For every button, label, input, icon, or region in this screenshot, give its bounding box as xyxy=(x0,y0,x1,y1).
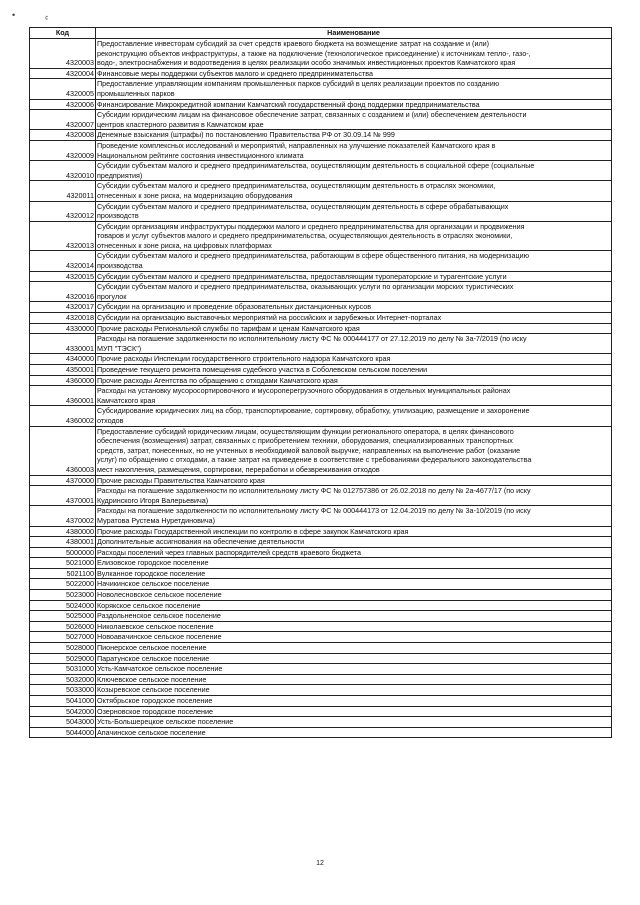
row-name xyxy=(96,486,612,506)
row-name-line: Субсидии на организацию и проведение образовательных дистанционных курсов xyxy=(97,302,372,312)
row-name-line: Усть-Большерецкое сельское поселение xyxy=(97,717,234,727)
table-row xyxy=(30,537,612,548)
row-name-line: производства xyxy=(97,261,143,271)
row-name-line: Финансирование Микрокредитной компании Камчатский государственный фонд поддержки предпринимательства xyxy=(97,99,480,109)
row-code: 4320007 xyxy=(30,110,96,130)
table-row xyxy=(30,568,612,579)
row-code: 4320005 xyxy=(30,79,96,99)
table-row xyxy=(30,526,612,537)
row-code: 5028000 xyxy=(30,643,96,654)
row-name xyxy=(96,99,612,110)
row-name xyxy=(96,161,612,181)
table-row xyxy=(30,140,612,160)
row-name-line: Субсидии субъектам малого и среднего предпринимательства, осуществляющим деятельность в отраслях экономики, xyxy=(97,181,496,191)
table-row xyxy=(30,130,612,141)
row-name xyxy=(96,558,612,569)
row-code: 4320014 xyxy=(30,251,96,271)
table-row xyxy=(30,181,612,201)
row-name xyxy=(96,506,612,526)
row-code: 4360003 xyxy=(30,426,96,475)
table-row xyxy=(30,611,612,622)
row-code: 4360002 xyxy=(30,406,96,426)
row-code: 4320016 xyxy=(30,282,96,302)
table-row xyxy=(30,506,612,526)
row-name-line: Ключевское сельское поселение xyxy=(97,674,207,684)
row-name xyxy=(96,110,612,130)
row-name-line: Новоавачинское сельское поселение xyxy=(97,632,222,642)
row-name xyxy=(96,334,612,354)
table-row xyxy=(30,674,612,685)
row-name-line: Национальном рейтинге состояния инвестиционного климата xyxy=(97,150,304,160)
row-name-line: центров кластерного развития в Камчатском крае xyxy=(97,119,264,129)
row-code: 4370000 xyxy=(30,475,96,486)
row-code: 5029000 xyxy=(30,653,96,664)
row-name-line: Новолесновское сельское поселение xyxy=(97,590,222,600)
table-row xyxy=(30,696,612,707)
table-row xyxy=(30,161,612,181)
table-row xyxy=(30,579,612,590)
row-code: 5026000 xyxy=(30,621,96,632)
row-name-line: Елизовское городское поселение xyxy=(97,558,209,568)
row-name-line: Проведение комплексных исследований и мероприятий, направленных на улучшение показателей Камчатского края в xyxy=(97,140,496,150)
row-name-line: Субсидии субъектам малого и среднего предпринимательства, предоставляющим туроператорские и турагентские услуги xyxy=(97,271,507,281)
row-code: 4320006 xyxy=(30,99,96,110)
row-code: 4320009 xyxy=(30,140,96,160)
row-name-line: Финансовые меры поддержки субъектов малого и среднего предпринимательства xyxy=(97,68,373,78)
row-name-line: обеспечения (возмещения) затрат, связанных с приобретением техники, оборудования, специализированных транспортных xyxy=(97,436,513,446)
row-name-line: Прочие расходы Инспекции государственного строительного надзора Камчатского края xyxy=(97,354,391,364)
row-code: 5032000 xyxy=(30,674,96,685)
row-name xyxy=(96,475,612,486)
row-code: 4320015 xyxy=(30,271,96,282)
row-name xyxy=(96,39,612,69)
row-name-line: Октябрьское городское поселение xyxy=(97,696,213,705)
row-name-line: Субсидии субъектам малого и среднего предпринимательства, работающим в сфере общественного питания, на модернизацию xyxy=(97,251,529,261)
table-row xyxy=(30,643,612,654)
row-code: 5044000 xyxy=(30,727,96,738)
row-name-line: Субсидирование юридических лиц на сбор, транспортирование, сортировку, обработку, утилизацию, размещение и захоронение xyxy=(97,406,530,416)
row-name xyxy=(96,375,612,386)
row-name-line: Предоставление управляющим компаниям промышленных парков субсидий в целях реализации проектов по созданию xyxy=(97,79,500,89)
row-name xyxy=(96,717,612,728)
table-row xyxy=(30,251,612,271)
row-code: 4340000 xyxy=(30,354,96,365)
table-row xyxy=(30,99,612,110)
page-number: 12 xyxy=(316,860,324,867)
column-header-name: Наименование xyxy=(96,28,612,39)
table-row xyxy=(30,558,612,569)
row-name-line: Субсидии субъектам малого и среднего предпринимательства, осуществляющим деятельность в социальной сфере (социальные xyxy=(97,161,535,171)
row-code: 5025000 xyxy=(30,611,96,622)
row-name xyxy=(96,426,612,475)
table-row xyxy=(30,110,612,130)
row-name-line: Усть-Камчатское сельское поселение xyxy=(97,664,223,674)
row-code: 5000000 xyxy=(30,547,96,558)
row-name-line: Кудринского Игоря Валерьевича) xyxy=(97,495,209,505)
table-row xyxy=(30,547,612,558)
table-row xyxy=(30,302,612,313)
row-name-line: Озерновское городское поселение xyxy=(97,706,214,716)
table-row xyxy=(30,39,612,69)
table-row xyxy=(30,621,612,632)
row-name xyxy=(96,386,612,406)
row-name xyxy=(96,365,612,376)
row-name-line: Расходы поселений через главных распорядителей средств краевого бюджета xyxy=(97,547,361,557)
row-name xyxy=(96,140,612,160)
table-row xyxy=(30,221,612,251)
table-row xyxy=(30,323,612,334)
row-name-line: Апачинское сельское поселение xyxy=(97,727,206,737)
row-name-line: Начикинское сельское поселение xyxy=(97,579,210,589)
row-name xyxy=(96,568,612,579)
row-code: 5024000 xyxy=(30,600,96,611)
row-name xyxy=(96,79,612,99)
row-code: 4320008 xyxy=(30,130,96,141)
row-name-line: товаров и услуг субъектов малого и среднего предпринимательства, осуществляющих деятельность в отраслях экономики, xyxy=(97,231,513,241)
table-row xyxy=(30,706,612,717)
row-name-line: услуг) по обращению с отходами, а также затрат на приведение в соответствие с требованиями федерального законодательства xyxy=(97,455,532,465)
row-name xyxy=(96,706,612,717)
row-name xyxy=(96,68,612,79)
row-code: 4320017 xyxy=(30,302,96,313)
budget-codes-table xyxy=(29,27,612,738)
row-name xyxy=(96,590,612,601)
row-name-line: Прочие расходы Государственной инспекции по контролю в сфере закупок Камчатского края xyxy=(97,526,409,536)
row-name-line: отнесенных к зоне риска, на модернизацию оборудования xyxy=(97,190,293,200)
table-row xyxy=(30,79,612,99)
table-row xyxy=(30,334,612,354)
row-name-line: Расходы на установку мусоросортировочного и мусороперегрузочного оборудования в отдельных муниципальных районах xyxy=(97,386,511,396)
table-header-row xyxy=(30,28,612,39)
row-name-line: Субсидии на организацию выставочных мероприятий на российских и зарубежных Интернет-порталах xyxy=(97,313,442,323)
row-name xyxy=(96,685,612,696)
row-name xyxy=(96,323,612,334)
row-name xyxy=(96,632,612,643)
row-code: 5023000 xyxy=(30,590,96,601)
row-code: 5021000 xyxy=(30,558,96,569)
table-row xyxy=(30,313,612,324)
row-name-line: Пионерское сельское поселение xyxy=(97,643,207,653)
row-code: 5033000 xyxy=(30,685,96,696)
row-name-line: Николаевское сельское поселение xyxy=(97,621,214,631)
row-code: 4320003 xyxy=(30,39,96,69)
row-name xyxy=(96,130,612,141)
row-name-line: производств xyxy=(97,211,139,221)
row-code: 4360001 xyxy=(30,386,96,406)
row-name-line: средств, затрат, понесенных, но не учтенных в необходимой валовой выручке, направленных на выполнение работ (оказание xyxy=(97,445,521,455)
row-name-line: Расходы на погашение задолженности по исполнительному листу ФС № 000444173 от 12.04.2019 по делу № 3а-10/2019 (по иску xyxy=(97,506,531,516)
row-name xyxy=(96,621,612,632)
row-name xyxy=(96,537,612,548)
row-name-line: Субсидии субъектам малого и среднего предпринимательства, осуществляющим деятельность в сфере обрабатывающих xyxy=(97,201,509,211)
row-name xyxy=(96,674,612,685)
row-name xyxy=(96,221,612,251)
table-row xyxy=(30,201,612,221)
row-name-line: МУП "ТЭСК") xyxy=(97,343,142,353)
row-name xyxy=(96,406,612,426)
row-name-line: Дополнительные ассигнования на обеспечение деятельности xyxy=(97,537,305,547)
row-code: 5042000 xyxy=(30,706,96,717)
row-name-line: реконструкцию объектов инфраструктуры, а также на подключение (технологическое присоединение) к источникам тепло-, газо-, xyxy=(97,48,531,58)
row-code: 4320018 xyxy=(30,313,96,324)
row-name xyxy=(96,579,612,590)
row-name xyxy=(96,313,612,324)
row-name-line: Предоставление субсидий юридическим лицам, осуществляющим функции регионального оператора, в целях финансового xyxy=(97,426,514,436)
row-name-line: Предоставление инвесторам субсидий за счет средств краевого бюджета на возмещение затрат на создание и (или) xyxy=(97,39,490,48)
table-row xyxy=(30,590,612,601)
table-row xyxy=(30,632,612,643)
row-code: 5041000 xyxy=(30,696,96,707)
table-row xyxy=(30,426,612,475)
row-name-line: Паратунское сельское поселение xyxy=(97,653,210,663)
table-row xyxy=(30,475,612,486)
row-code: 5022000 xyxy=(30,579,96,590)
row-name-line: водо-, электроснабжения и водоотведения в целях реализации особо значимых инвестиционных проектов Камчатского края xyxy=(97,58,516,68)
table-row xyxy=(30,717,612,728)
row-name xyxy=(96,547,612,558)
row-name xyxy=(96,664,612,675)
row-name xyxy=(96,600,612,611)
row-name xyxy=(96,526,612,537)
row-name-line: Расходы на погашение задолженности по исполнительному листу ФС № 012757386 от 26.02.2018 по делу № 2а-4677/17 (по иску xyxy=(97,486,531,496)
row-name xyxy=(96,251,612,271)
row-name-line: Прочие расходы Правительства Камчатского края xyxy=(97,475,265,485)
row-name-line: предприятия) xyxy=(97,170,143,180)
row-name xyxy=(96,354,612,365)
row-code: 4330000 xyxy=(30,323,96,334)
row-name-line: Раздольненское сельское поселение xyxy=(97,611,221,621)
row-name-line: отходов xyxy=(97,415,124,425)
table-row xyxy=(30,386,612,406)
row-code: 5021100 xyxy=(30,568,96,579)
row-name xyxy=(96,727,612,738)
row-name-line: Вулканное городское поселение xyxy=(97,568,206,578)
table-row xyxy=(30,727,612,738)
table-row xyxy=(30,406,612,426)
row-code: 4320010 xyxy=(30,161,96,181)
table-row xyxy=(30,375,612,386)
row-code: 4380001 xyxy=(30,537,96,548)
table-row xyxy=(30,68,612,79)
row-name xyxy=(96,643,612,654)
scan-mark-small: ¢ xyxy=(45,16,49,22)
row-name-line: Камчатского края xyxy=(97,395,156,405)
row-name xyxy=(96,696,612,707)
row-name xyxy=(96,181,612,201)
row-code: 4380000 xyxy=(30,526,96,537)
table-row xyxy=(30,354,612,365)
row-name-line: Субсидии организациям инфраструктуры поддержки малого и среднего предпринимательства для организации и продвижения xyxy=(97,221,525,231)
table-row xyxy=(30,271,612,282)
row-code: 5031000 xyxy=(30,664,96,675)
row-name xyxy=(96,282,612,302)
row-code: 4320013 xyxy=(30,221,96,251)
table-row xyxy=(30,685,612,696)
row-code: 4320012 xyxy=(30,201,96,221)
row-code: 4370002 xyxy=(30,506,96,526)
table-row xyxy=(30,664,612,675)
row-name-line: Муратова Рустема Нуретдиновича) xyxy=(97,515,216,525)
row-name-line: Козыревское сельское поселение xyxy=(97,685,210,695)
table-row xyxy=(30,365,612,376)
row-code: 4320011 xyxy=(30,181,96,201)
row-name-line: отнесенных к зоне риска, на цифровых платформах xyxy=(97,240,272,250)
row-code: 5027000 xyxy=(30,632,96,643)
table-row xyxy=(30,282,612,302)
row-name xyxy=(96,653,612,664)
row-name-line: прогулок xyxy=(97,291,127,301)
row-code: 4330001 xyxy=(30,334,96,354)
row-name-line: Прочие расходы Агентства по обращению с отходами Камчатского края xyxy=(97,375,338,385)
row-name-line: Субсидии субъектам малого и среднего предпринимательства, оказывающих услуги по организации морских туристических xyxy=(97,282,514,292)
row-name-line: Расходы на погашение задолженности по исполнительному листу ФС № 000444177 от 27.12.2019 по делу № 3а-7/2019 (по иску xyxy=(97,334,527,344)
row-name-line: Денежные взыскания (штрафы) по постановлению Правительства РФ от 30.09.14 № 999 xyxy=(97,130,395,140)
row-name xyxy=(96,611,612,622)
row-code: 4360000 xyxy=(30,375,96,386)
row-name-line: Субсидии юридическим лицам на финансовое обеспечение затрат, связанных с созданием и (или) обеспечением деятельности xyxy=(97,110,527,120)
row-name-line: Корякское сельское поселение xyxy=(97,600,201,610)
table-row xyxy=(30,600,612,611)
column-header-code: Код xyxy=(30,28,96,39)
row-code: 5043000 xyxy=(30,717,96,728)
row-name-line: мест накопления, размещения, сортировки, переработки и обезвреживания отходов xyxy=(97,464,380,474)
row-name xyxy=(96,302,612,313)
row-code: 4370001 xyxy=(30,486,96,506)
row-code: 4350001 xyxy=(30,365,96,376)
row-name-line: Прочие расходы Региональной службы по тарифам и ценам Камчатского края xyxy=(97,323,360,333)
table-row xyxy=(30,486,612,506)
scan-mark: • xyxy=(12,10,16,20)
row-name xyxy=(96,201,612,221)
row-name-line: промышленных парков xyxy=(97,88,175,98)
row-code: 4320004 xyxy=(30,68,96,79)
row-name-line: Проведение текущего ремонта помещения судебного участка в Соболевском сельском поселении xyxy=(97,365,428,374)
table-body xyxy=(30,39,612,738)
table-row xyxy=(30,653,612,664)
row-name xyxy=(96,271,612,282)
